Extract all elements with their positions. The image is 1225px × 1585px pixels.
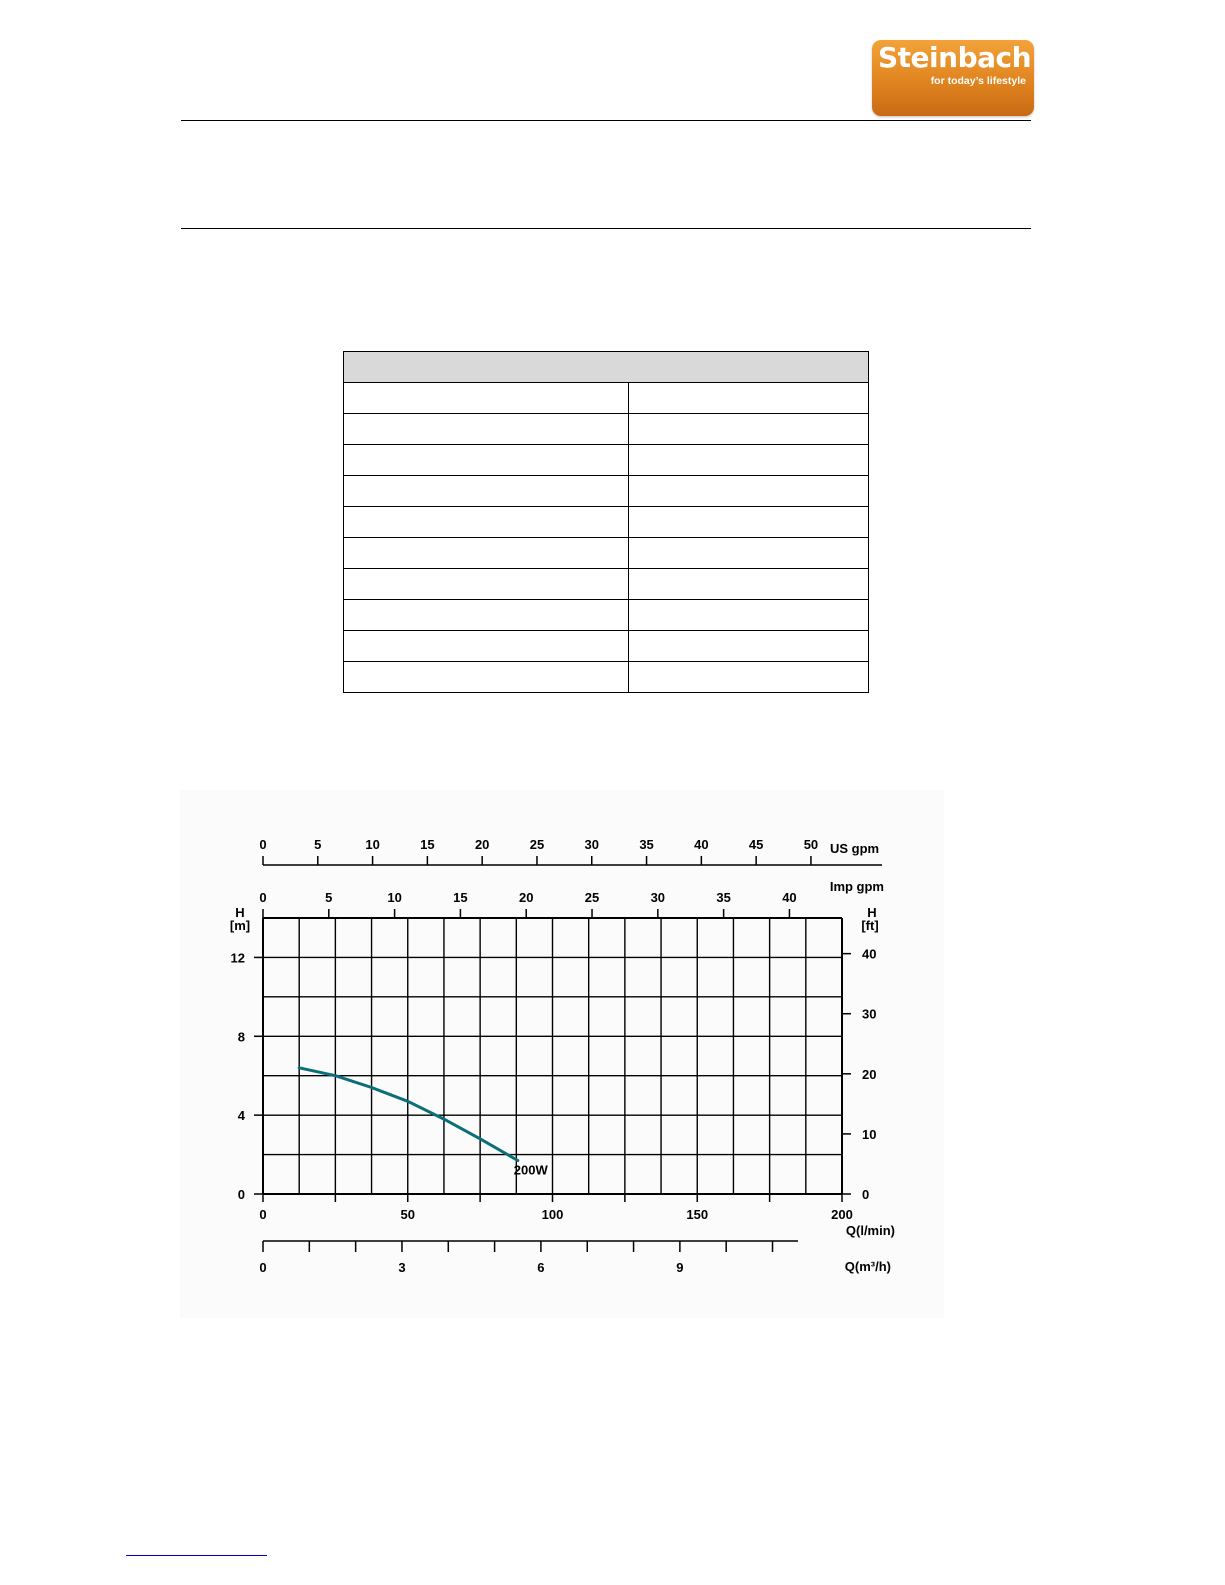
y-left-tick-label: 4	[237, 1108, 245, 1124]
y-left-axis-label: H	[235, 905, 245, 920]
x-tick-label: 0	[259, 1207, 267, 1222]
imp-gpm-tick-label: 0	[259, 890, 267, 905]
us-gpm-tick-label: 25	[529, 837, 545, 852]
y-left-tick-label: 8	[237, 1029, 245, 1045]
y-left-tick-label: 0	[237, 1187, 245, 1202]
us-gpm-tick-label: 0	[259, 837, 267, 852]
y-right-tick-label: 0	[862, 1187, 870, 1202]
footer-link-underline[interactable]	[126, 1555, 267, 1556]
x-axis-label: Q(l/min)	[845, 1223, 895, 1238]
m3h-tick-label: 0	[259, 1260, 267, 1275]
imp-gpm-tick-label: 30	[650, 890, 666, 905]
imp-gpm-tick-label: 25	[584, 890, 600, 905]
m3h-tick-label: 9	[676, 1260, 684, 1275]
x-tick-label: 50	[400, 1207, 415, 1222]
y-right-tick-label: 10	[862, 1126, 877, 1142]
x-tick-label: 200	[831, 1207, 853, 1222]
imp-gpm-tick-label: 40	[782, 890, 797, 905]
us-gpm-tick-label: 50	[803, 837, 819, 852]
y-right-tick-label: 30	[862, 1006, 877, 1022]
x-tick-label: 150	[686, 1207, 709, 1222]
m3h-tick-label: 6	[537, 1260, 545, 1275]
us-gpm-tick-label: 45	[748, 837, 764, 852]
imp-gpm-tick-label: 15	[453, 890, 468, 905]
imp-gpm-tick-label: 5	[325, 890, 333, 905]
logo-tagline: for today’s lifestyle	[930, 75, 1026, 87]
series-label: 200W	[513, 1162, 548, 1178]
y-right-tick-label: 20	[862, 1066, 877, 1082]
us-gpm-tick-label: 15	[420, 837, 435, 852]
y-left-tick-label: 12	[230, 950, 245, 966]
us-gpm-axis-label: US gpm	[830, 841, 880, 856]
y-right-axis-label: H	[867, 905, 877, 920]
m3h-axis-label: Q(m³/h)	[844, 1259, 891, 1274]
us-gpm-tick-label: 20	[474, 837, 490, 852]
imp-gpm-axis-label: Imp gpm	[829, 879, 884, 894]
logo-brand: Steinbach	[878, 41, 1032, 74]
y-right-tick-label: 40	[862, 946, 877, 962]
series-curve-200w	[299, 1068, 518, 1161]
x-tick-label: 100	[541, 1207, 564, 1222]
imp-gpm-tick-label: 10	[387, 890, 402, 905]
us-gpm-tick-label: 35	[639, 837, 654, 852]
imp-gpm-tick-label: 20	[518, 890, 534, 905]
m3h-tick-label: 3	[398, 1260, 406, 1275]
y-right-axis-unit: [ft]	[861, 918, 879, 933]
us-gpm-tick-label: 30	[584, 837, 599, 852]
us-gpm-tick-label: 40	[694, 837, 709, 852]
us-gpm-tick-label: 5	[314, 837, 322, 852]
us-gpm-tick-label: 10	[365, 837, 380, 852]
imp-gpm-tick-label: 35	[716, 890, 731, 905]
y-left-axis-unit: [m]	[229, 918, 251, 933]
